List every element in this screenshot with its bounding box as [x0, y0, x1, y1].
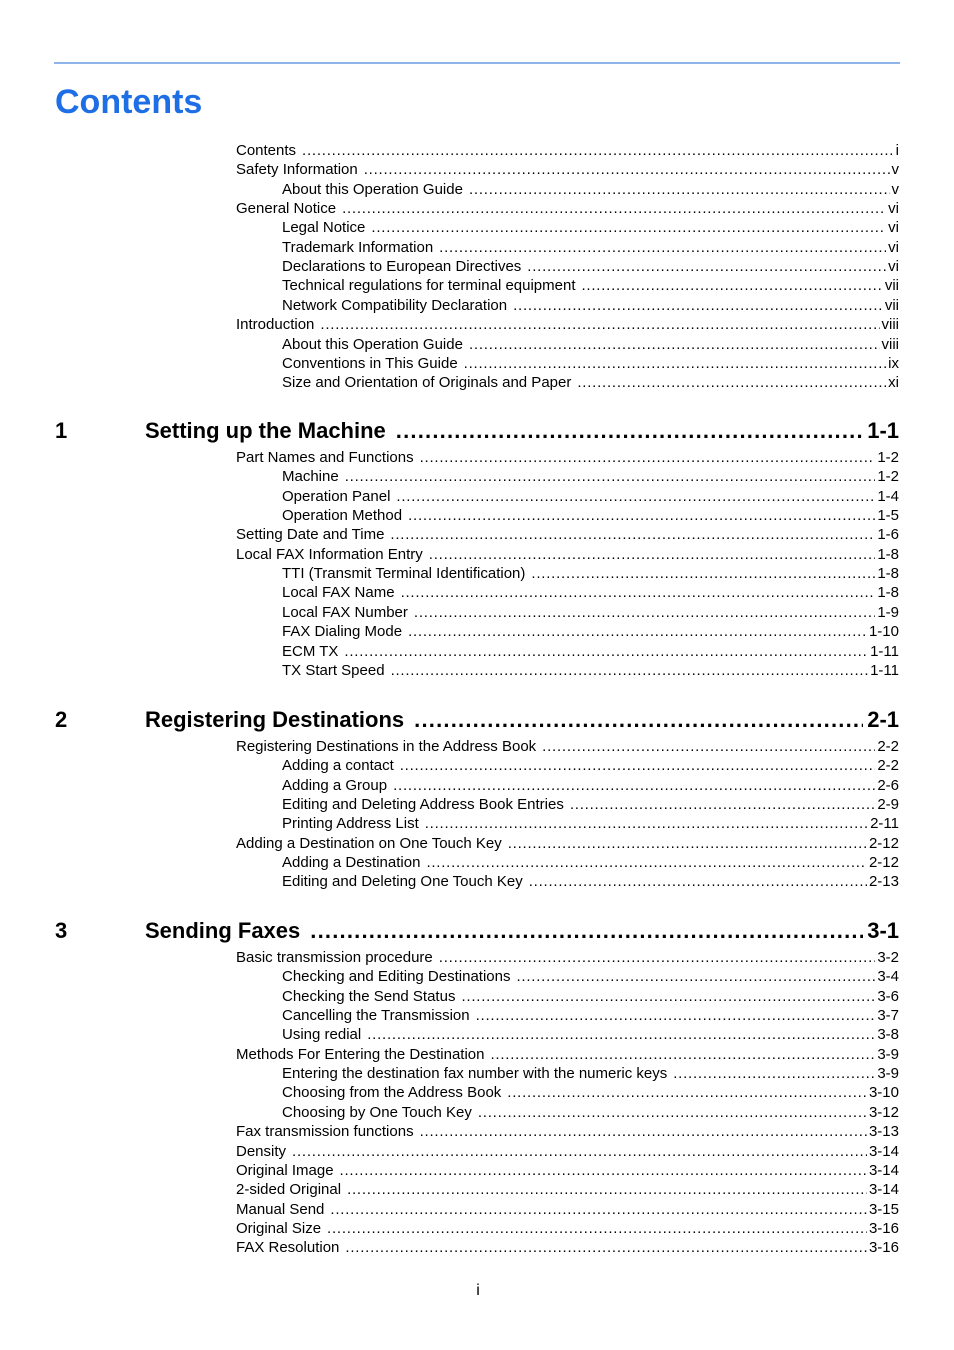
- toc-entry-page: 1-4: [877, 487, 899, 505]
- toc-entry-title: FAX Dialing Mode: [282, 623, 403, 641]
- toc-entry-title: Local FAX Number: [282, 603, 408, 621]
- chapter-heading[interactable]: [55, 706, 899, 734]
- dot-leader: [527, 257, 886, 276]
- dot-leader: [425, 814, 868, 833]
- toc-entry-title: Adding a contact: [282, 757, 394, 775]
- dot-leader: [408, 506, 875, 525]
- toc-entry-page: 3-16: [868, 1239, 899, 1257]
- toc-entry-page: 3-15: [868, 1200, 899, 1218]
- page-title: Contents: [55, 83, 203, 121]
- toc-entry[interactable]: [282, 487, 899, 506]
- page-number: [0, 1282, 954, 1300]
- toc-entry[interactable]: [282, 1025, 899, 1044]
- dot-leader: [330, 1200, 867, 1219]
- toc-entry[interactable]: [282, 987, 899, 1006]
- dot-leader: [420, 1122, 867, 1141]
- toc-entry-page: 1-8: [877, 584, 899, 602]
- toc-entry-title: Choosing from the Address Book: [282, 1084, 502, 1102]
- toc-entry[interactable]: [236, 1045, 899, 1064]
- dot-leader: [414, 603, 875, 622]
- dot-leader: [292, 1142, 867, 1161]
- dot-leader: [345, 467, 876, 486]
- toc-entry-page: 2-11: [870, 815, 899, 833]
- toc-entry[interactable]: [282, 335, 899, 354]
- toc-entry[interactable]: [282, 661, 899, 680]
- chapter-number: 3: [55, 918, 68, 943]
- dot-leader: [582, 276, 883, 295]
- dot-leader: [320, 315, 879, 334]
- toc-entry-page: 3-6: [877, 987, 899, 1005]
- toc-entry[interactable]: [282, 354, 899, 373]
- toc-entry-page: ix: [888, 354, 899, 372]
- toc-entry[interactable]: [236, 1180, 899, 1199]
- toc-entry[interactable]: [282, 257, 899, 276]
- toc-entry[interactable]: [282, 967, 899, 986]
- dot-leader: [400, 756, 876, 775]
- toc-entry-page: 3-2: [877, 949, 899, 966]
- dot-leader: [393, 776, 875, 795]
- dot-leader: [508, 834, 867, 853]
- toc-entry[interactable]: [282, 814, 899, 833]
- chapter-title: Registering Destinations: [145, 707, 405, 732]
- dot-leader: [396, 487, 875, 506]
- toc-entry[interactable]: [236, 1200, 899, 1219]
- toc-entry-title: Operation Method: [282, 507, 403, 525]
- toc-entry[interactable]: [236, 834, 899, 853]
- toc-entry[interactable]: [236, 1219, 899, 1238]
- toc-entry-title: Original Image: [236, 1161, 334, 1179]
- toc-entry-page: 3-7: [877, 1007, 899, 1025]
- toc-entry[interactable]: [236, 160, 899, 179]
- toc-entry[interactable]: [236, 545, 899, 564]
- toc-entry[interactable]: [282, 622, 899, 641]
- toc-entry-title: Local FAX Name: [282, 584, 395, 602]
- toc-entry-page: viii: [881, 316, 899, 334]
- dot-leader: [364, 160, 890, 179]
- toc-entry[interactable]: [282, 872, 899, 891]
- toc-entry-title: Basic transmission procedure: [236, 949, 433, 966]
- toc-entry[interactable]: [282, 642, 899, 661]
- dot-leader: [490, 1045, 875, 1064]
- dot-leader: [344, 642, 868, 661]
- toc-entry-title: Using redial: [282, 1026, 362, 1044]
- toc-entry[interactable]: [236, 525, 899, 544]
- dot-leader: [429, 545, 876, 564]
- dot-leader: [464, 354, 886, 373]
- toc-entry[interactable]: [282, 276, 899, 295]
- toc-entry-title: Manual Send: [236, 1200, 325, 1218]
- toc-entry-title: Introduction: [236, 316, 315, 334]
- toc-entry-title: Checking and Editing Destinations: [282, 968, 511, 986]
- toc-entry-page: 1-8: [877, 545, 899, 563]
- toc-entry[interactable]: [282, 603, 899, 622]
- chapter-title: Sending Faxes: [145, 918, 301, 943]
- toc-entry-title: Original Size: [236, 1219, 322, 1237]
- toc-entry-title: Adding a Group: [282, 776, 388, 794]
- toc-entry-page: vi: [888, 200, 899, 218]
- toc-entry[interactable]: [236, 737, 899, 756]
- chapter-heading[interactable]: [55, 417, 899, 445]
- toc-entry[interactable]: [282, 564, 899, 583]
- toc-entry-page: 2-12: [868, 854, 899, 872]
- dot-leader: [439, 948, 876, 967]
- dot-leader: [420, 448, 876, 467]
- toc-entry-page: 2-13: [868, 873, 899, 891]
- toc-entry-title: Network Compatibility Declaration: [282, 296, 508, 314]
- toc-entry-page: 3-16: [868, 1219, 899, 1237]
- dot-leader: [461, 987, 875, 1006]
- dot-leader: [531, 564, 875, 583]
- toc-entry-page: 3-14: [868, 1181, 899, 1199]
- toc-entry-page: 3-8: [877, 1026, 899, 1044]
- dot-leader: [673, 1064, 875, 1083]
- toc-entry[interactable]: [282, 238, 899, 257]
- toc-entry-title: Legal Notice: [282, 219, 366, 237]
- toc-entry-page: vi: [888, 258, 899, 276]
- chapter-number: 1: [55, 418, 68, 443]
- dot-leader: [469, 180, 890, 199]
- dot-leader: [507, 1083, 867, 1102]
- toc-entry-page: xi: [888, 374, 899, 392]
- toc-entry[interactable]: [236, 1238, 899, 1257]
- toc-entry-title: 2-sided Original: [236, 1181, 342, 1199]
- toc-entry-title: Editing and Deleting Address Book Entries: [282, 796, 564, 814]
- toc-entry[interactable]: [282, 853, 899, 872]
- toc-entry-title: Size and Orientation of Originals and Paper: [282, 374, 572, 392]
- dot-leader: [542, 737, 875, 756]
- toc-entry-page: 1-9: [877, 603, 899, 621]
- toc-entry-title: Declarations to European Directives: [282, 258, 522, 276]
- toc-entry[interactable]: [282, 583, 899, 602]
- dot-leader: [529, 872, 867, 891]
- toc-entry-title: Printing Address List: [282, 815, 419, 833]
- toc-entry-page: 1-2: [877, 449, 899, 466]
- toc-entry-page: 1-8: [877, 565, 899, 583]
- toc-entry[interactable]: [282, 1064, 899, 1083]
- toc-entry[interactable]: [282, 218, 899, 237]
- toc-entry-page: 2-2: [877, 738, 899, 755]
- chapter-page: 1-1: [867, 418, 899, 443]
- toc-entry-title: About this Operation Guide: [282, 335, 463, 353]
- toc-entry[interactable]: [236, 141, 899, 160]
- page-number-text: i: [476, 1282, 480, 1299]
- toc-entry-page: 1-6: [877, 526, 899, 544]
- toc-entry-title: Choosing by One Touch Key: [282, 1103, 472, 1121]
- toc-entry-page: 1-2: [877, 468, 899, 486]
- dot-leader: [371, 218, 886, 237]
- dot-leader: [577, 373, 886, 392]
- toc-entry[interactable]: [282, 1006, 899, 1025]
- toc-entry[interactable]: [282, 467, 899, 486]
- toc-entry-page: 3-12: [868, 1103, 899, 1121]
- toc-entry-page: 3-4: [877, 968, 899, 986]
- chapter-title: Setting up the Machine: [145, 418, 386, 443]
- toc-entry-page: 1-11: [870, 661, 899, 679]
- toc-entry-page: vi: [888, 219, 899, 237]
- toc-entry-title: Part Names and Functions: [236, 449, 414, 466]
- toc-entry[interactable]: [236, 448, 899, 467]
- toc-entry-title: Registering Destinations in the Address Book: [236, 738, 537, 755]
- dot-leader: [513, 296, 883, 315]
- dot-leader: [396, 417, 863, 445]
- toc-entry-title: Cancelling the Transmission: [282, 1007, 470, 1025]
- toc-entry-title: TTI (Transmit Terminal Identification): [282, 565, 526, 583]
- toc-entry[interactable]: [282, 180, 899, 199]
- dot-leader: [426, 853, 867, 872]
- toc-entry[interactable]: [282, 506, 899, 525]
- chapter-heading[interactable]: [55, 917, 899, 945]
- dot-leader: [391, 661, 869, 680]
- dot-leader: [327, 1219, 867, 1238]
- dot-leader: [302, 141, 894, 160]
- chapter-page: 2-1: [867, 707, 899, 732]
- dot-leader: [345, 1238, 867, 1257]
- dot-leader: [570, 795, 875, 814]
- toc-entry[interactable]: [282, 296, 899, 315]
- toc-entry-title: Checking the Send Status: [282, 987, 456, 1005]
- toc-entry-title: Conventions in This Guide: [282, 354, 458, 372]
- dot-leader: [439, 238, 886, 257]
- toc-entry-title: Entering the destination fax number with the numeric keys: [282, 1065, 668, 1083]
- toc-entry-page: 2-9: [877, 796, 899, 814]
- toc-entry-page: v: [891, 180, 899, 198]
- toc-entry[interactable]: [282, 373, 899, 392]
- toc-entry-page: 1-10: [868, 623, 899, 641]
- toc-entry-title: TX Start Speed: [282, 661, 385, 679]
- toc-entry-title: Fax transmission functions: [236, 1123, 414, 1141]
- toc-entry-page: 3-13: [868, 1123, 899, 1141]
- toc-entry-title: Operation Panel: [282, 487, 391, 505]
- dot-leader: [347, 1180, 867, 1199]
- dot-leader: [390, 525, 875, 544]
- toc-entry[interactable]: [236, 1142, 899, 1161]
- toc-entry[interactable]: [236, 1161, 899, 1180]
- toc-entry-page: 2-2: [877, 757, 899, 775]
- toc-entry-title: Setting Date and Time: [236, 526, 385, 544]
- chapter-number: 2: [55, 707, 68, 732]
- toc-entry[interactable]: [282, 1083, 899, 1102]
- toc-entry-page: 1-11: [870, 642, 899, 660]
- toc-entry-title: Contents: [236, 142, 297, 159]
- dot-leader: [478, 1103, 867, 1122]
- dot-leader: [342, 199, 886, 218]
- dot-leader: [408, 622, 867, 641]
- toc-entry-page: 3-9: [877, 1065, 899, 1083]
- toc-entry-page: v: [891, 161, 899, 179]
- toc-entry-page: vi: [888, 238, 899, 256]
- toc-entry-title: FAX Resolution: [236, 1239, 340, 1257]
- toc-entry-title: General Notice: [236, 200, 337, 218]
- toc-entry-page: 3-9: [877, 1045, 899, 1063]
- toc-entry-page: 2-6: [877, 776, 899, 794]
- toc-entry[interactable]: [236, 1122, 899, 1141]
- toc-entry-page: vii: [884, 277, 899, 295]
- toc-entry-title: Safety Information: [236, 161, 358, 179]
- toc-entry[interactable]: [282, 776, 899, 795]
- toc-entry-page: 3-10: [868, 1084, 899, 1102]
- dot-leader: [476, 1006, 876, 1025]
- toc-entry-page: i: [895, 142, 899, 159]
- toc-entry[interactable]: [282, 795, 899, 814]
- toc-entry-title: Adding a Destination: [282, 854, 421, 872]
- toc-entry-title: Editing and Deleting One Touch Key: [282, 873, 523, 891]
- dot-leader: [367, 1025, 875, 1044]
- toc-entry-title: Machine: [282, 468, 339, 486]
- toc-entry-page: vii: [884, 296, 899, 314]
- dot-leader: [401, 583, 876, 602]
- toc-entry[interactable]: [282, 756, 899, 775]
- toc-entry-page: 3-14: [868, 1161, 899, 1179]
- toc-entry[interactable]: [236, 948, 899, 967]
- toc-entry-page: 2-12: [868, 834, 899, 852]
- dot-leader: [310, 917, 863, 945]
- toc-entry-title: Density: [236, 1142, 287, 1160]
- toc-entry-page: 1-5: [877, 507, 899, 525]
- toc-entry-title: Local FAX Information Entry: [236, 545, 423, 563]
- toc-entry-page: viii: [881, 335, 899, 353]
- dot-leader: [414, 706, 863, 734]
- toc-entry[interactable]: [236, 199, 899, 218]
- dot-leader: [469, 335, 880, 354]
- toc-entry-title: Adding a Destination on One Touch Key: [236, 834, 502, 852]
- chapter-page: 3-1: [867, 918, 899, 943]
- toc-entry-page: 3-14: [868, 1142, 899, 1160]
- dot-leader: [340, 1161, 867, 1180]
- toc-entry-title: Trademark Information: [282, 238, 434, 256]
- toc-entry-title: ECM TX: [282, 642, 339, 660]
- toc-entry-title: About this Operation Guide: [282, 180, 463, 198]
- toc-entry[interactable]: [282, 1103, 899, 1122]
- dot-leader: [516, 967, 875, 986]
- toc-entry-title: Technical regulations for terminal equipment: [282, 277, 576, 295]
- toc-entry-title: Methods For Entering the Destination: [236, 1045, 485, 1063]
- toc-entry[interactable]: [236, 315, 899, 334]
